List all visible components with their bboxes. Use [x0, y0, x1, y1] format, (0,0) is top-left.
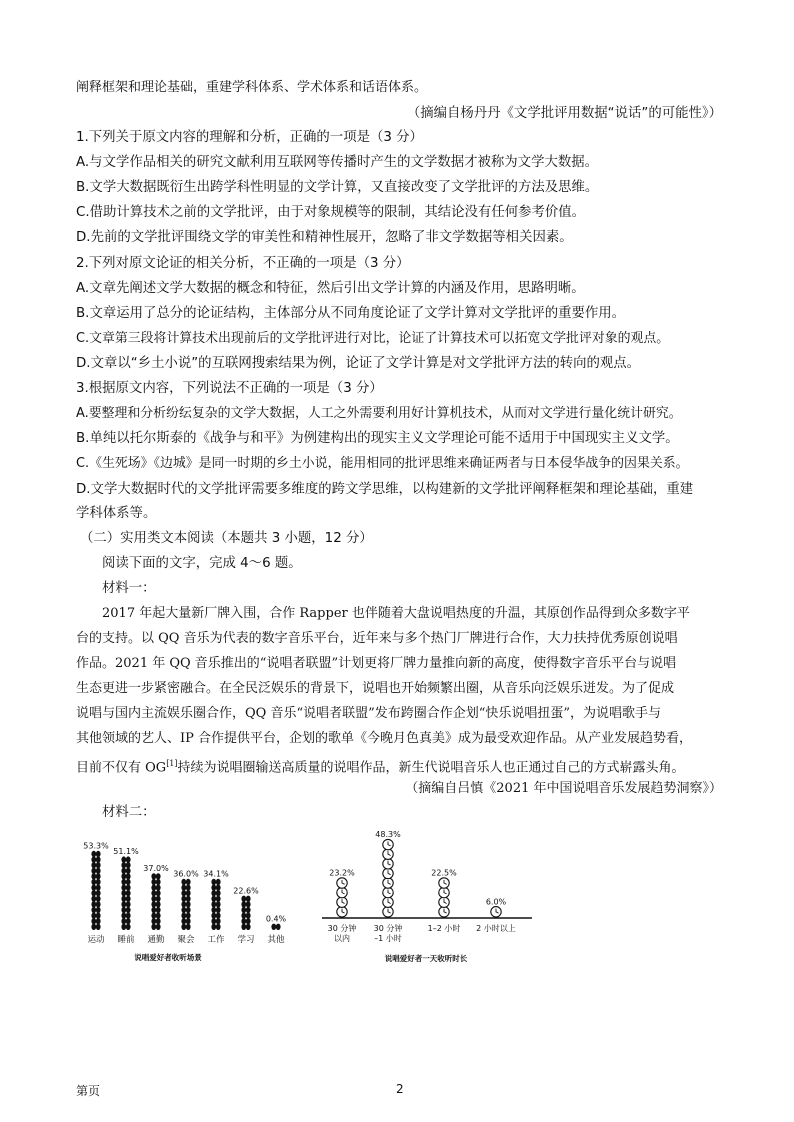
bar-bead [91, 879, 96, 885]
bar-bead [91, 924, 96, 930]
bar-bead [156, 873, 161, 879]
bar-bead [96, 912, 101, 918]
bar-bead [216, 884, 221, 890]
material-1-line: 生态更进一步紧密融合。在全民泛娱乐的背景下，说唱也开始频繁出圈，从音乐向泛娱乐迸发。为了促成 [76, 681, 675, 696]
bar-bead [96, 890, 101, 896]
bar-bead [96, 924, 101, 930]
bar-bead [156, 901, 161, 907]
bar-bead [126, 907, 131, 913]
listening-scenario-chart [78, 826, 300, 966]
data-label: 48.3% [375, 830, 401, 840]
footer-page-number: 2 [396, 1082, 404, 1096]
category-label: 1–2 小时 [427, 924, 461, 933]
material-1-line: 说唱与国内主流娱乐圈合作，QQ 音乐“说唱者联盟”发布跨圈合作企划“快乐说唱扭蛋”，为说唱歌手与 [76, 706, 662, 721]
bar-bead [216, 912, 221, 918]
footer-page-label: 第页 [76, 1084, 101, 1098]
bar-bead [156, 907, 161, 913]
material-1-text: 持续为说唱圈输送高质量的说唱作品，新生代说唱音乐人也正通过自己的方式崭露头角。 [177, 760, 685, 776]
bar-bead [91, 912, 96, 918]
bar-bead [276, 924, 281, 930]
bar-bead [211, 884, 216, 890]
category-label: 通勤 [147, 935, 165, 945]
category-label: 30 分钟 [327, 924, 357, 933]
category-label: 其他 [267, 935, 285, 945]
question-2-option-a: A.文章先阐述文学大数据的概念和特征，然后引出文学计算的内涵及作用，思路明晰。 [76, 281, 585, 296]
bar-bead [126, 879, 131, 885]
bar-bead [246, 918, 251, 924]
bar-bead [126, 918, 131, 924]
category-label: –1 小时 [374, 934, 402, 943]
bar-bead [241, 918, 246, 924]
question-3-option-a: A.要整理和分析纷纭复杂的文学大数据，人工之外需要利用好计算机技术，从而对文学进行量化统计研究。 [76, 406, 682, 421]
bar-bead [181, 890, 186, 896]
bar-bead [186, 924, 191, 930]
bar-bead [151, 912, 156, 918]
bar-bead [96, 879, 101, 885]
bar-bead [156, 884, 161, 890]
bar-bead [211, 901, 216, 907]
bar-bead [121, 907, 126, 913]
bar-bead [96, 868, 101, 874]
bar-bead [91, 901, 96, 907]
question-3-option-c: C.《生死场》《边城》是同一时期的乡土小说，能用相同的批评思维来确证两者与日本侵华战争的因果关系。 [76, 456, 689, 471]
chart-bar [337, 878, 347, 917]
question-1-option-c: C.借助计算技术之前的文学批评，由于对象规模等的限制，其结论没有任何参考价值。 [76, 205, 586, 220]
bar-bead [241, 924, 246, 930]
bar-bead [91, 896, 96, 902]
bar-bead [186, 912, 191, 918]
bar-bead [246, 912, 251, 918]
bar-bead [241, 907, 246, 913]
footnote-marker: [1] [166, 759, 178, 768]
question-1-option-a: A.与文学作品相关的研究文献利用互联网等传播时产生的文学数据才被称为文学大数据。 [76, 155, 599, 170]
material-1-line: 台的支持。以 QQ 音乐为代表的数字音乐平台，近年来与多个热门厂牌进行合作，大力扶持优秀原创说唱 [76, 631, 678, 646]
bar-bead [216, 879, 221, 885]
bar-bead [126, 868, 131, 874]
bar-bead [96, 907, 101, 913]
bar-bead [211, 890, 216, 896]
bar-bead [181, 907, 186, 913]
bar-bead [91, 890, 96, 896]
bar-bead [91, 862, 96, 868]
chart-bar [383, 839, 393, 917]
bar-bead [216, 901, 221, 907]
bar-bead [121, 856, 126, 862]
question-1-option-d: D.先前的文学批评围绕文学的审美性和精神性展开，忽略了非文学数据等相关因素。 [76, 230, 573, 245]
question-1-stem: 1.下列关于原文内容的理解和分析，正确的一项是（3 分） [76, 130, 423, 145]
bar-bead [181, 924, 186, 930]
data-label: 51.1% [113, 847, 139, 857]
bar-bead [121, 918, 126, 924]
bar-bead [96, 884, 101, 890]
bar-bead [121, 884, 126, 890]
chart-bar [181, 879, 190, 930]
data-label: 34.1% [203, 869, 229, 879]
category-label: 学习 [237, 935, 255, 945]
bar-bead [186, 884, 191, 890]
data-label: 37.0% [143, 864, 169, 873]
source-citation-2: （摘编自吕慎《2021 年中国说唱音乐发展趋势洞察》） [405, 781, 722, 796]
bar-bead [121, 879, 126, 885]
bar-bead [216, 907, 221, 913]
bar-bead [96, 856, 101, 862]
data-label: 6.0% [485, 897, 507, 907]
material-1-line [76, 754, 726, 778]
bar-bead [121, 896, 126, 902]
chart-bar [241, 896, 250, 930]
bar-bead [181, 884, 186, 890]
question-3-option-b: B.单纯以托尔斯泰的《战争与和平》为例建构出的现实主义文学理论可能不适用于中国现实主义文学。 [76, 431, 679, 446]
instruction-text: 阅读下面的文字，完成 4～6 题。 [102, 556, 302, 571]
question-3-stem: 3.根据原文内容，下列说法不正确的一项是（3 分） [76, 381, 383, 396]
bar-bead [91, 884, 96, 890]
material-1-text: 目前不仅有 OG [76, 760, 167, 776]
bar-bead [126, 912, 131, 918]
bar-bead [91, 907, 96, 913]
bar-bead [241, 901, 246, 907]
bar-bead [91, 873, 96, 879]
bar-bead [216, 896, 221, 902]
bar-bead [156, 890, 161, 896]
bar-bead [91, 868, 96, 874]
bar-bead [211, 907, 216, 913]
bar-bead [96, 901, 101, 907]
bar-bead [241, 912, 246, 918]
bar-bead [126, 873, 131, 879]
question-1-option-b: B.文学大数据既衍生出跨学科性明显的文学计算，又直接改变了文学批评的方法及思维。 [76, 180, 599, 195]
bar-bead [181, 901, 186, 907]
bar-bead [151, 918, 156, 924]
bar-bead [126, 896, 131, 902]
bar-bead [151, 907, 156, 913]
bar-bead [186, 907, 191, 913]
bar-bead [181, 879, 186, 885]
question-3-option-d-cont: 学科体系等。 [76, 506, 157, 521]
data-label: 22.6% [233, 886, 259, 896]
bar-bead [241, 896, 246, 902]
bar-bead [151, 879, 156, 885]
category-label: 2 小时以上 [476, 924, 516, 933]
bar-bead [246, 907, 251, 913]
chart-bar [491, 907, 501, 917]
chart-title: 说唱爱好者收听场景 [134, 953, 202, 962]
chart-bar [91, 851, 100, 930]
bar-bead [91, 918, 96, 924]
text-line: 阐释框架和理论基础，重建学科体系、学术体系和话语体系。 [76, 80, 428, 95]
bar-bead [126, 884, 131, 890]
source-citation-1: （摘编自杨丹丹《文学批评用数据“说话”的可能性》） [406, 106, 722, 121]
bar-bead [91, 851, 96, 857]
bar-bead [211, 912, 216, 918]
bar-bead [211, 924, 216, 930]
material-1-line: 2017 年起大量新厂牌入围，合作 Rapper 也伴随着大盘说唱热度的升温，其原创作品得到众多数字平 [102, 606, 690, 621]
question-2-option-b: B.文章运用了总分的论证结构，主体部分从不同角度论证了文学计算对文学批评的重要作用。 [76, 306, 626, 321]
bar-bead [156, 896, 161, 902]
question-2-option-d: D.文章以“乡土小说”的互联网搜索结果为例，论证了文学计算是对文学批评方法的转向的观点。 [76, 356, 641, 371]
bar-bead [121, 873, 126, 879]
question-3-option-d: D.文学大数据时代的文学批评需要多维度的跨文学思维，以构建新的文学批评阐释框架和理论基础，重建 [76, 482, 694, 497]
bar-bead [121, 901, 126, 907]
data-label: 22.5% [431, 868, 457, 878]
bar-bead [91, 856, 96, 862]
bar-bead [96, 851, 101, 857]
bar-bead [186, 901, 191, 907]
bar-bead [186, 879, 191, 885]
bar-bead [216, 924, 221, 930]
question-2-option-c: C.文章第三段将计算技术出现前后的文学批评进行对比，论证了计算技术可以拓宽文学批评对象的观点。 [76, 331, 670, 346]
bar-bead [211, 896, 216, 902]
section-heading: （二）实用类文本阅读（本题共 3 小题，12 分） [80, 531, 373, 546]
material-2-label: 材料二： [102, 805, 156, 820]
bar-bead [126, 862, 131, 868]
bar-bead [156, 924, 161, 930]
chart-bar [271, 924, 280, 930]
data-label: 53.3% [83, 841, 109, 851]
bar-bead [151, 901, 156, 907]
category-label: 30 分钟 [373, 924, 403, 933]
bar-bead [186, 918, 191, 924]
bar-bead [151, 924, 156, 930]
bar-bead [181, 912, 186, 918]
chart-bar [211, 879, 220, 930]
category-label: 工作 [207, 935, 225, 945]
bar-bead [151, 896, 156, 902]
data-label: 23.2% [329, 868, 355, 878]
bar-bead [121, 924, 126, 930]
bar-bead [181, 896, 186, 902]
chart-bar [439, 878, 449, 917]
data-label: 36.0% [173, 869, 199, 879]
chart-title: 说唱爱好者一天收听时长 [384, 954, 468, 963]
chart-bar [151, 873, 160, 930]
bar-bead [216, 918, 221, 924]
bar-bead [211, 879, 216, 885]
listening-duration-chart [318, 826, 540, 976]
bar-bead [156, 879, 161, 885]
bar-bead [156, 918, 161, 924]
bar-bead [216, 890, 221, 896]
bar-bead [246, 924, 251, 930]
bar-bead [96, 918, 101, 924]
bar-bead [151, 890, 156, 896]
bar-bead [151, 884, 156, 890]
bar-bead [246, 896, 251, 902]
bar-bead [186, 890, 191, 896]
data-label: 0.4% [265, 914, 287, 924]
category-label: 聚会 [177, 935, 195, 945]
bar-bead [121, 890, 126, 896]
question-2-stem: 2.下列对原文论证的相关分析，不正确的一项是（3 分） [76, 256, 410, 271]
category-label: 以内 [334, 934, 350, 943]
bar-bead [126, 890, 131, 896]
category-label: 睡前 [117, 935, 135, 945]
bar-bead [211, 918, 216, 924]
bar-bead [126, 924, 131, 930]
bar-bead [121, 868, 126, 874]
bar-bead [186, 896, 191, 902]
bar-bead [126, 856, 131, 862]
bar-bead [151, 873, 156, 879]
bar-bead [96, 873, 101, 879]
category-label: 运动 [87, 935, 105, 945]
bar-bead [181, 918, 186, 924]
bar-bead [96, 862, 101, 868]
bar-bead [246, 901, 251, 907]
bar-bead [156, 912, 161, 918]
material-1-line: 其他领域的艺人、IP 合作提供平台，企划的歌单《今晚月色真美》成为最受欢迎作品。从产业发展趋势看， [76, 731, 693, 746]
material-1-label: 材料一： [102, 581, 156, 596]
bar-bead [96, 896, 101, 902]
bar-bead [126, 901, 131, 907]
bar-bead [121, 912, 126, 918]
bar-bead [121, 862, 126, 868]
bar-bead [271, 924, 276, 930]
material-1-line: 作品。2021 年 QQ 音乐推出的“说唱者联盟”计划更将厂牌力量推向新的高度，使得数字音乐平台与说唱 [76, 656, 677, 671]
chart-bar [121, 856, 130, 930]
